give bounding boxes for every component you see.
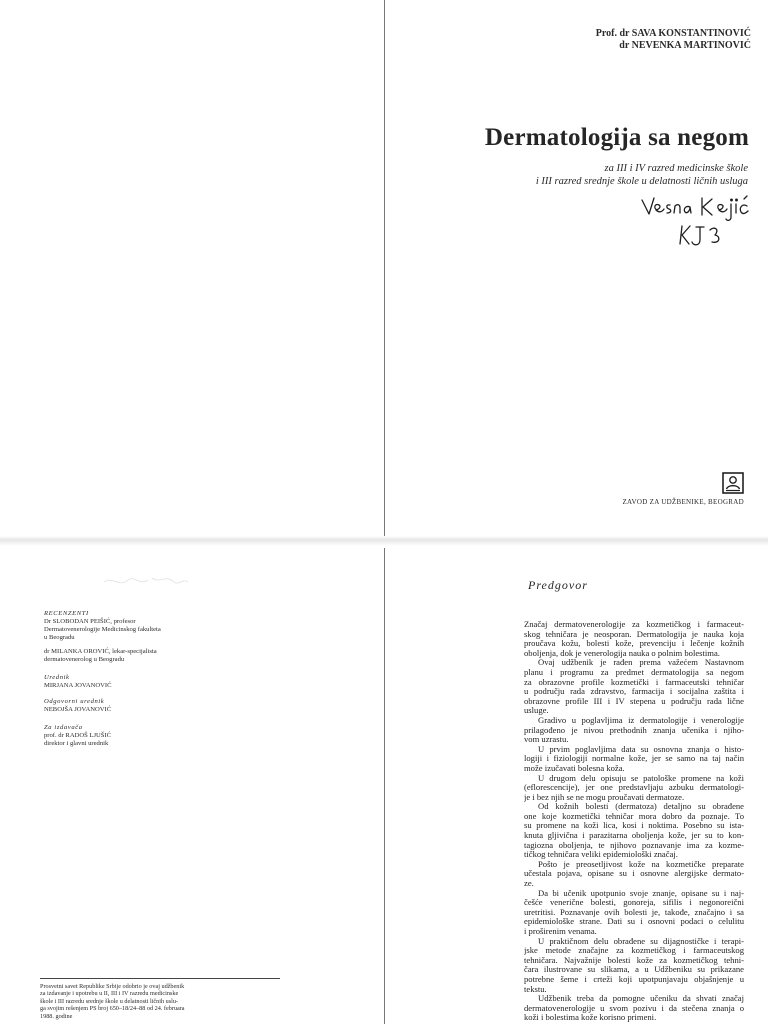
reviewers-label: RECENZENTI [44, 610, 89, 617]
reviewer-line-1: Dr SLOBODAN PEIŠIĆ, profesor [44, 618, 136, 625]
bottom-spread-gutter [384, 548, 385, 1024]
reviewer-line-3: u Beogradu [44, 634, 75, 641]
preface-line: uretritisi. Poznavanje ovih bolesti je, takođe, značajno i sa [524, 907, 744, 917]
reviewer-line-2: Dermatovenerologije Medicinskog fakulteta [44, 626, 161, 633]
responsible-editor-label: Odgovorni urednik [44, 698, 105, 705]
author-1: Prof. dr SAVA KONSTANTINOVIĆ [595, 28, 751, 39]
preface-line: koži i bolestima kože korisno primeni. [524, 1013, 657, 1023]
preface-line: Da bi učenik upotpunio svoje znanje, opisane su i naj- [538, 888, 744, 898]
publisher-rep-line-2: direktor i glavni urednik [44, 740, 109, 747]
book-title: Dermatologija sa negom [484, 124, 749, 151]
bleed-through-mark [100, 568, 190, 598]
preface-line: vom uzrastu. [524, 735, 569, 745]
approval-line-2: za izdavanje i upotrebu u II, III i IV razredu medicinske [40, 990, 179, 998]
preface-line: dermatovenerologije u svom pozivu i da stečena znanja o [524, 1003, 744, 1013]
subtitle-line-2: i III razred srednje škole u delatnosti ličnih usluga [535, 176, 748, 187]
preface-line: potrebne šeme i crteži koji upotpunjavaju objašnjenje u [524, 974, 744, 984]
preface-line: jske metode značajne za kozmetičkog i farmaceutskog [524, 946, 744, 956]
imprint-block [44, 610, 244, 748]
preface-line: Gradivo u poglavljima iz dermatologije i venerologije [538, 715, 744, 725]
preface-line: Ovaj udžbenik je rađen prema važećem Nastavnom [538, 658, 744, 668]
preface-line: Udžbenik treba da pomogne učeniku da shvati značaj [538, 994, 744, 1004]
approval-line-3: škole i III razredu srednje škole u delatnosti ličnih uslu- [40, 997, 178, 1005]
approval-line-4: ga svojim rešenjem PS broj 650–18/24–88 od 24. februara [40, 1005, 185, 1013]
reviewer-line-4: dr MILANKA OROVIĆ, lekar-specijalista [44, 648, 157, 655]
preface-line: je i bez njih se ne mogu proučavati dermatoze. [524, 792, 685, 802]
editor-name: MIRJANA JOVANOVIĆ [44, 682, 112, 689]
preface-line: obrazovne profile III i IV stepena u području rada lične [524, 696, 744, 706]
preface-line: su promene na koži lica, kosi i noktima. Posebno su ista- [524, 821, 744, 831]
reviewer-line-5: dermatovenerolog u Beogradu [44, 656, 125, 663]
book-subtitle [536, 162, 748, 188]
preface-line: tehničara. Najvažnije bolesti kože za kozmetičkog tehni- [524, 955, 744, 965]
preface-line: Od kožnih bolesti (dermatoza) detaljno su obrađene [538, 802, 744, 812]
preface-line: epidemiološke strane. Dati su i osnovni podaci o celulitu [524, 917, 744, 927]
preface-line: proučava kožu, bolesti kože, prevenciju i lečenje kožnih [524, 639, 744, 649]
preface-line: knuta gljivična i parazitarna oboljenja kože, jer su to kon- [524, 831, 744, 841]
preface-line: U praktičnom delu obrađene su dijagnostičke i terapi- [538, 936, 744, 946]
preface-line: U prvim poglavljima data su osnovna znanja o histo- [538, 744, 744, 754]
preface-line: (eflorescencije), jer one predstavljaju azbuku dermatologi- [524, 783, 744, 793]
approval-note [40, 978, 280, 1020]
preface-line: tagiozna oboljenja, te njihovo poznavanje ima za kozme- [524, 840, 744, 850]
preface-line: oboljenja, dok je venerologija nauka o polnim bolestima. [524, 648, 720, 658]
responsible-editor-name: NEBOJŠA JOVANOVIĆ [44, 706, 112, 713]
authors-block [596, 28, 751, 52]
preface-line: one koje kozmetički tehničar mora dobro da poznaje. To [524, 811, 744, 821]
preface-line: logiji i fiziologiji normalne kože, jer se samo na taj način [524, 754, 744, 764]
preface-line: Pošto je preosetljivost kože na kozmetičke preparate [538, 859, 744, 869]
preface-line: Značaj dermatovenerologije za kozmetičkog i farmaceut- [524, 620, 744, 629]
preface-line: usluge. [524, 706, 549, 716]
preface-line: češće venerične bolesti, gonoreja, sifilis i negonoreični [524, 898, 744, 908]
preface-line: tekstu. [524, 984, 547, 994]
preface-line: za obrazovne profile kozmetički i farmaceutski tehničar [524, 677, 744, 687]
top-spread-gutter [384, 0, 385, 540]
preface-line: čara ilustrovane su slikama, a u Udžbeniku su prikazane [524, 965, 744, 975]
author-2: dr NEVENKA MARTINOVIĆ [619, 40, 751, 51]
preface-line: može izučavati bolesna koža. [524, 763, 625, 773]
preface-line: prilagođeno je nivou prethodnih znanja učenika i njiho- [524, 725, 744, 735]
approval-line-1: Prosvetni savet Republike Srbije odobrio je ovaj udžbenik [40, 983, 185, 990]
approval-line-5: 1988. godine [40, 1012, 73, 1020]
publisher-rep-label: Za izdavača [44, 724, 83, 731]
publisher-name: ZAVOD ZA UDŽBENIKE, BEOGRAD [622, 498, 744, 506]
publisher-rep-line-1: prof. dr RADOŠ LJUŠIĆ [44, 732, 112, 739]
preface-line: i proširenim venama. [524, 927, 597, 936]
preface-line: u području rada zdravstvo, farmacija i socijalna zaštita i [524, 687, 744, 697]
handwritten-signature [640, 192, 750, 252]
preface-line: U drugom delu opisuju se patološke promene na koži [538, 773, 744, 783]
subtitle-line-1: za III i IV razred medicinske škole [604, 163, 748, 174]
preface-line: skog tehničara je neosporan. Dermatologija je nauka koja [524, 629, 744, 639]
preface-line: tičkog tehničara veliki epidemiološki značaj. [524, 850, 678, 860]
preface-text [524, 620, 744, 1023]
spread-separator [0, 536, 768, 546]
preface-heading: Predgovor [528, 578, 588, 592]
preface-line: učestala pojava, opisane su i osnovne alergijske dermato- [524, 869, 744, 879]
editor-label: Urednik [44, 674, 70, 681]
preface-line: ze. [524, 879, 534, 889]
preface-line: planu i programu za predmet dermatologija sa negom [524, 667, 744, 677]
publisher-emblem-icon [722, 472, 744, 494]
